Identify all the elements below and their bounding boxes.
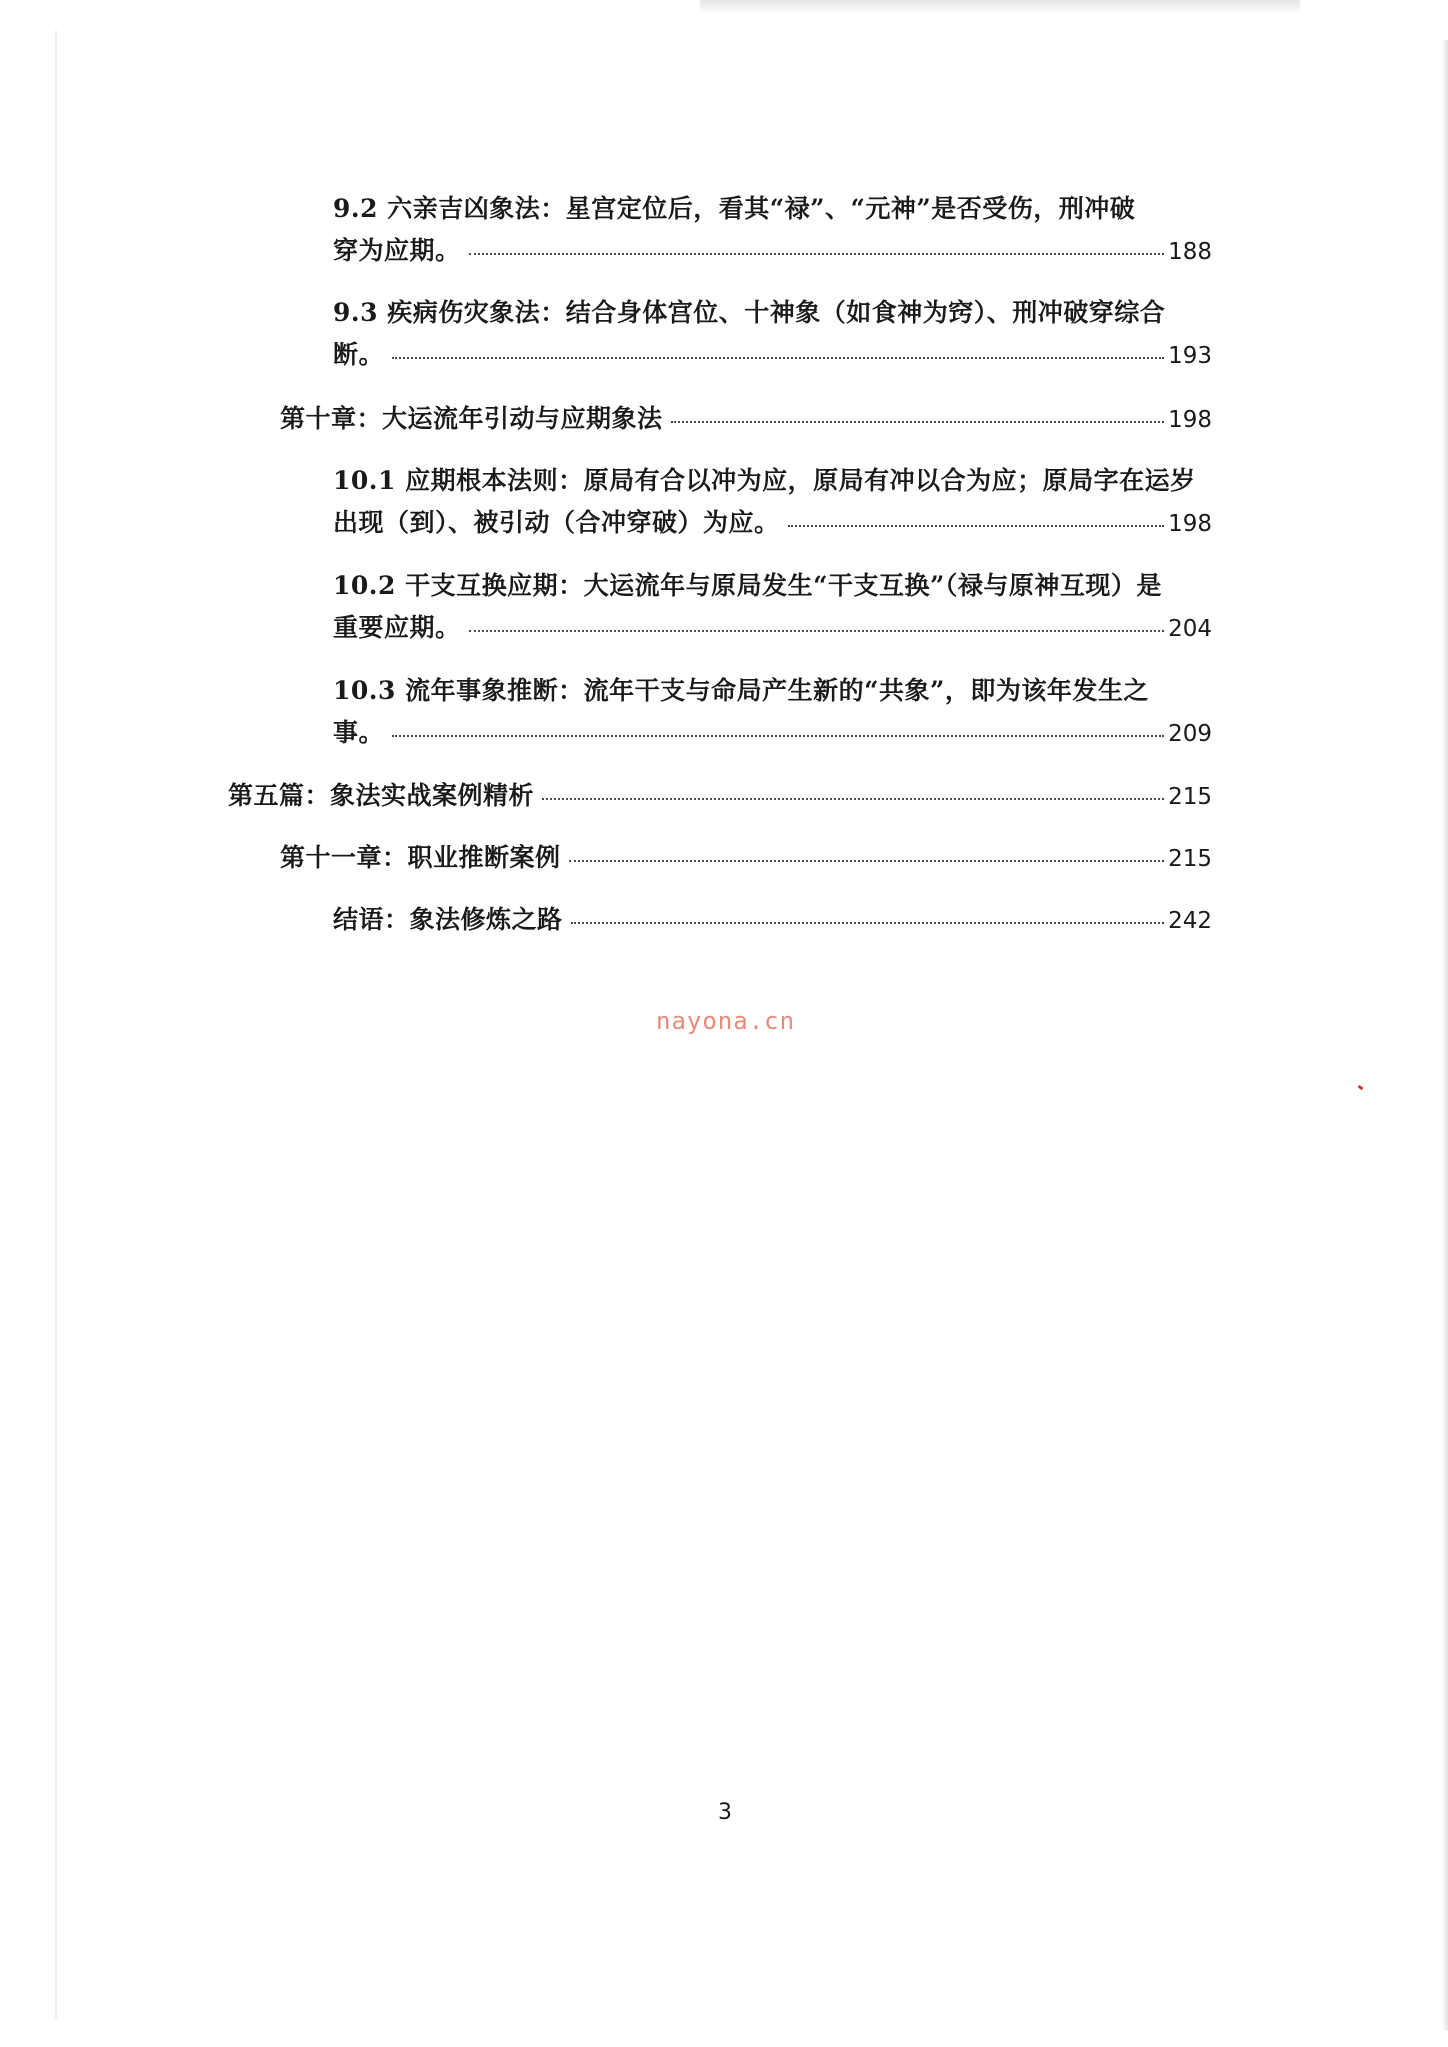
toc-entry-title: 第十章：大运流年引动与应期象法 (280, 404, 663, 433)
toc-entry-title: 结语：象法修炼之路 (333, 905, 563, 934)
dot-leader (469, 629, 1165, 632)
toc-page-number: 209 (1168, 721, 1212, 747)
toc-page-number: 188 (1168, 239, 1212, 265)
toc-entry-9-3[interactable] (333, 292, 1212, 376)
toc-entry-part-5[interactable] (228, 775, 1212, 817)
toc-entry-title-cont: 断。 (333, 340, 385, 369)
toc-entry-title: 9.3 疾病伤灾象法：结合身体宫位、十神象（如食神为窍）、刑冲破穿综合 (333, 298, 1166, 327)
toc-entry-10-2[interactable] (333, 565, 1212, 649)
toc-page-number: 198 (1168, 511, 1212, 537)
toc-entry-title: 第十一章：职业推断案例 (280, 843, 561, 872)
toc-entry-10-3[interactable] (333, 670, 1212, 754)
toc-entry-title-cont: 出现（到）、被引动（合冲穿破）为应。 (333, 508, 780, 537)
toc-page-number: 215 (1168, 784, 1212, 810)
toc-entry-title-cont: 穿为应期。 (333, 236, 461, 265)
dot-leader (569, 859, 1165, 862)
dot-leader (788, 524, 1165, 527)
toc-page-number: 204 (1168, 616, 1212, 642)
dot-leader (571, 921, 1165, 924)
dot-leader (392, 734, 1164, 737)
toc-page-number: 215 (1168, 846, 1212, 872)
toc-page-number: 198 (1168, 407, 1212, 433)
page-number: 3 (718, 1800, 732, 1825)
toc-entry-title: 9.2 六亲吉凶象法：星宫定位后，看其“禄”、“元神”是否受伤，刑冲破 (333, 194, 1136, 223)
toc-entry-title: 第五篇：象法实战案例精析 (228, 781, 535, 810)
dot-leader (392, 356, 1164, 359)
toc-page-number: 242 (1168, 908, 1212, 934)
dot-leader (542, 797, 1164, 800)
table-of-contents (0, 0, 1448, 1000)
toc-entry-10-1[interactable] (333, 460, 1212, 544)
watermark-text: nayona.cn (656, 1007, 796, 1035)
toc-page-number: 193 (1168, 343, 1212, 369)
toc-entry-title-cont: 重要应期。 (333, 613, 461, 642)
toc-entry-conclusion[interactable] (333, 899, 1212, 941)
dot-leader (469, 252, 1165, 255)
toc-entry-chapter-10[interactable] (280, 398, 1212, 440)
toc-entry-chapter-11[interactable] (280, 837, 1212, 879)
dot-leader (671, 420, 1165, 423)
toc-entry-title: 10.3 流年事象推断：流年干支与命局产生新的“共象”，即为该年发生之 (333, 676, 1149, 705)
toc-entry-9-2[interactable] (333, 188, 1212, 272)
toc-entry-title: 10.2 干支互换应期：大运流年与原局发生“干支互换”（禄与原神互现）是 (333, 571, 1162, 600)
toc-entry-title-cont: 事。 (333, 718, 385, 747)
toc-entry-title: 10.1 应期根本法则：原局有合以冲为应，原局有冲以合为应；原局字在运岁 (333, 466, 1196, 495)
red-speck (1358, 1085, 1364, 1090)
